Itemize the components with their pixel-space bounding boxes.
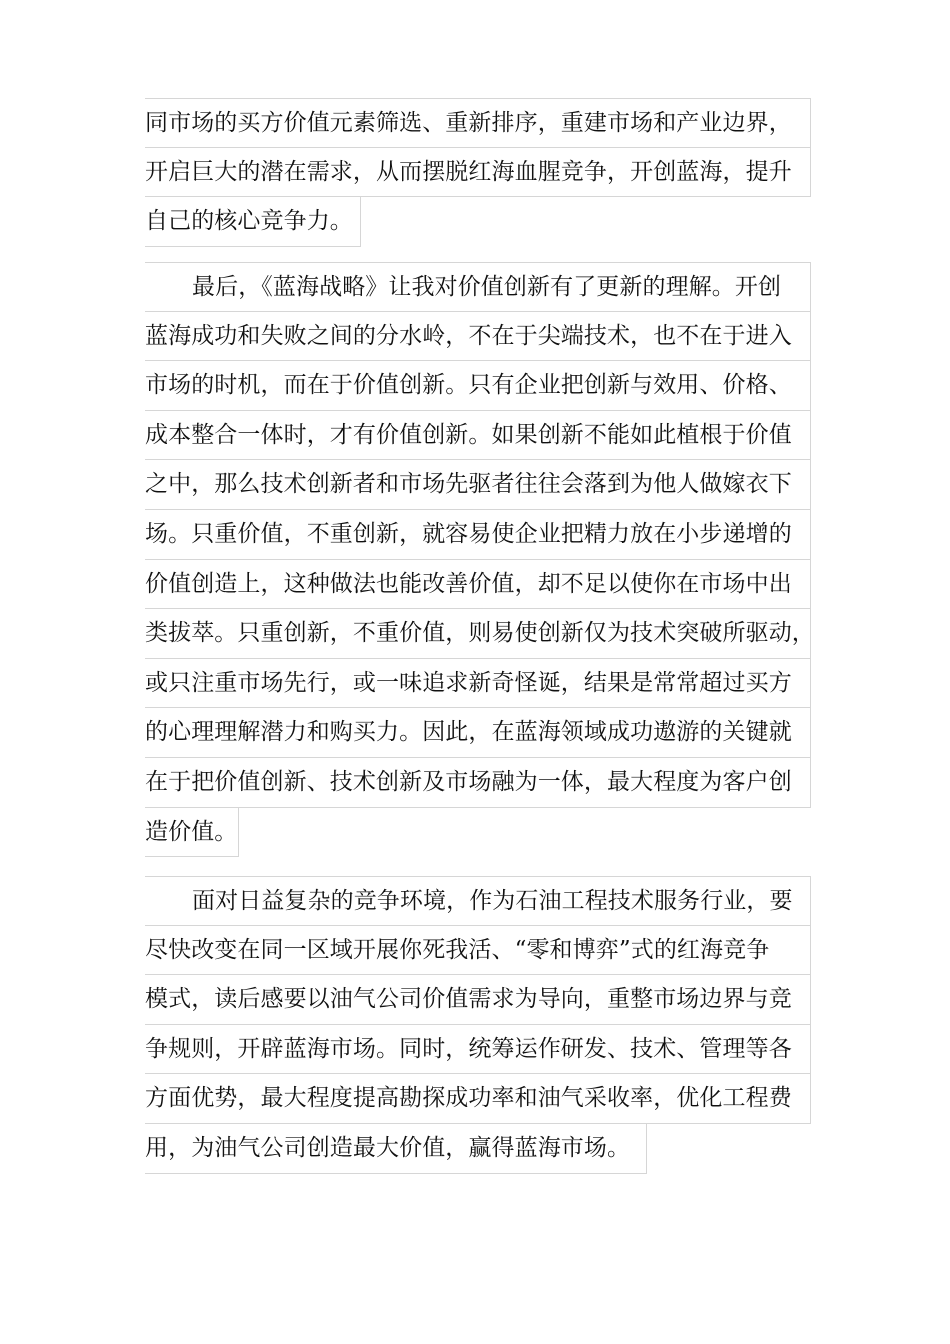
text-line: 开启巨大的潜在需求，从而摆脱红海血腥竞争，开创蓝海，提升 [145,148,811,198]
text-line: 造价值。 [145,808,239,858]
text-line: 类拔萃。只重创新，不重价值，则易使创新仅为技术突破所驱动， [145,609,811,659]
paragraph-1 [145,98,811,247]
paragraph-2 [145,262,815,857]
text-line: 价值创造上，这种做法也能改善价值，却不足以使你在市场中出 [145,560,811,610]
text-line: 方面优势，最大程度提高勘探成功率和油气采收率，优化工程费 [145,1074,811,1124]
text-line: 或只注重市场先行，或一味追求新奇怪诞，结果是常常超过买方 [145,659,811,709]
text-line: 之中，那么技术创新者和市场先驱者往往会落到为他人做嫁衣下 [145,460,811,510]
text-line: 面对日益复杂的竞争环境，作为石油工程技术服务行业，要 [145,876,811,926]
text-line: 同市场的买方价值元素筛选、重新排序，重建市场和产业边界， [145,98,811,148]
text-line: 尽快改变在同一区域开展你死我活、“零和博弈”式的红海竞争 [145,926,811,976]
text-line: 争规则，开辟蓝海市场。同时，统筹运作研发、技术、管理等各 [145,1025,811,1075]
text-line: 自己的核心竞争力。 [145,197,361,247]
text-line: 在于把价值创新、技术创新及市场融为一体，最大程度为客户创 [145,758,811,808]
text-line: 市场的时机，而在于价值创新。只有企业把创新与效用、价格、 [145,361,811,411]
paragraph-3 [145,876,811,1174]
text-line: 成本整合一体时，才有价值创新。如果创新不能如此植根于价值 [145,411,811,461]
text-line: 模式，读后感要以油气公司价值需求为导向，重整市场边界与竞 [145,975,811,1025]
text-line: 的心理理解潜力和购买力。因此，在蓝海领域成功遨游的关键就 [145,708,811,758]
text-line: 用，为油气公司创造最大价值，赢得蓝海市场。 [145,1124,647,1174]
text-line: 场。只重价值，不重创新，就容易使企业把精力放在小步递增的 [145,510,811,560]
text-line: 最后，《蓝海战略》让我对价值创新有了更新的理解。开创 [145,262,811,312]
text-line: 蓝海成功和失败之间的分水岭，不在于尖端技术，也不在于进入 [145,312,811,362]
